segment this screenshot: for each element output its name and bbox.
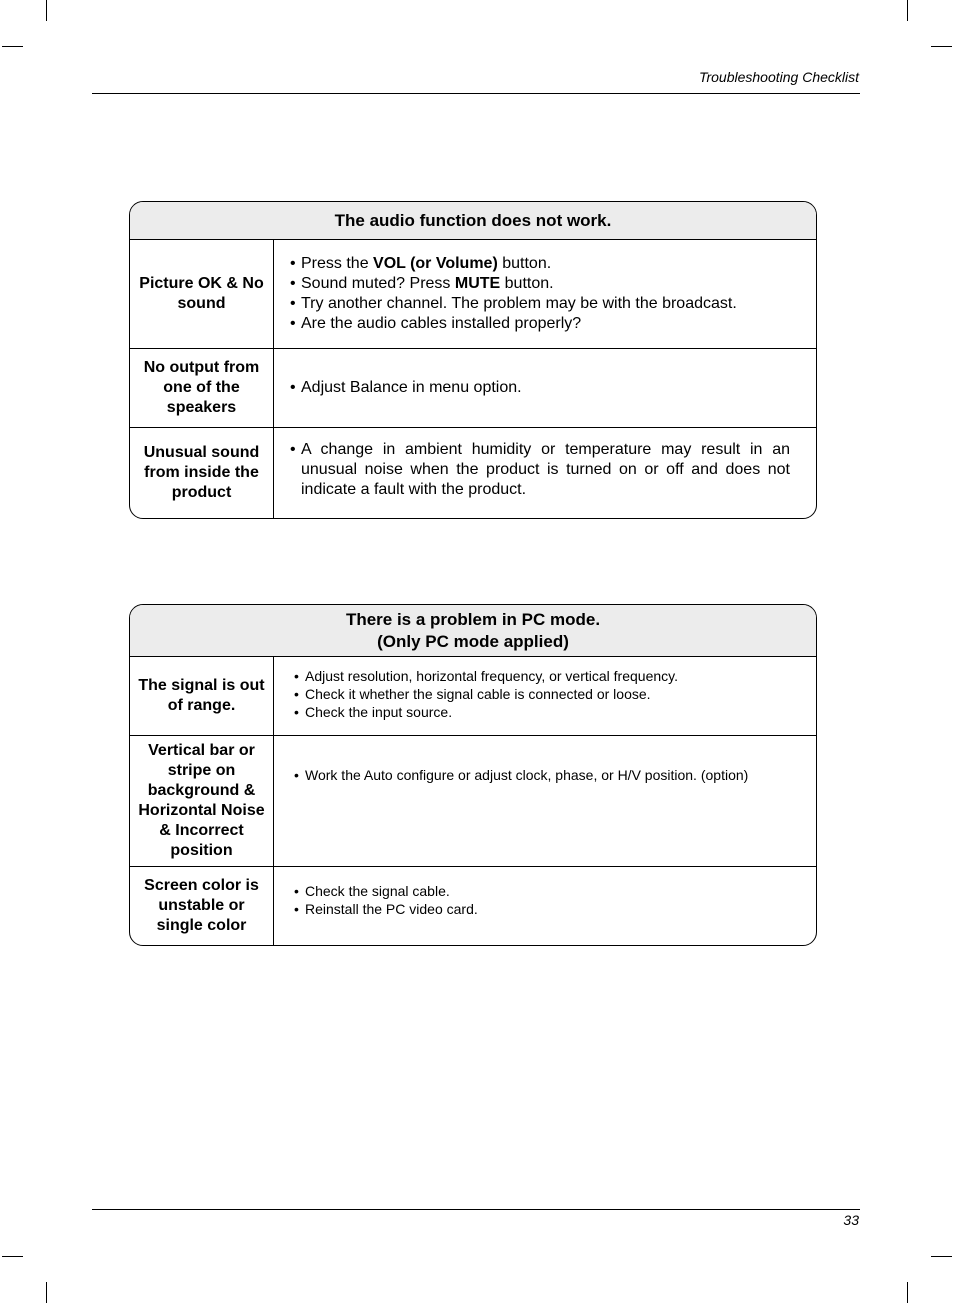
crop-mark xyxy=(46,0,47,21)
list-item: • Are the audio cables installed properly? xyxy=(290,314,790,334)
table-row xyxy=(130,427,816,518)
crop-mark xyxy=(907,1282,908,1303)
row-label: Picture OK & No sound xyxy=(130,240,274,348)
audio-troubleshooting-table xyxy=(129,201,817,519)
row-content xyxy=(274,349,816,427)
table-row xyxy=(130,348,816,427)
pc-mode-troubleshooting-table xyxy=(129,604,817,946)
list-item: • Check the input source. xyxy=(294,703,790,721)
list-item: • Work the Auto configure or adjust clock, phase, or H/V position. (option) xyxy=(294,766,790,784)
header-rule xyxy=(92,93,860,94)
list-item: • Reinstall the PC video card. xyxy=(294,900,790,918)
crop-mark xyxy=(2,1256,23,1257)
row-content xyxy=(274,240,816,348)
list-item: • Check the signal cable. xyxy=(294,882,790,900)
crop-mark xyxy=(46,1282,47,1303)
pc-table-title: There is a problem in PC mode. (Only PC mode applied) xyxy=(130,605,816,657)
row-content xyxy=(274,657,816,735)
table-row xyxy=(130,657,816,735)
page-number: 33 xyxy=(843,1212,859,1228)
footer-rule xyxy=(92,1209,860,1210)
header-title: Troubleshooting Checklist xyxy=(698,69,859,85)
audio-table-title: The audio function does not work. xyxy=(130,202,816,240)
table-row xyxy=(130,866,816,945)
row-content xyxy=(274,428,816,518)
row-label: No output from one of the speakers xyxy=(130,349,274,427)
row-label: Vertical bar or stripe on background & Horizontal Noise & Incorrect position xyxy=(130,736,274,866)
list-item: • Press the VOL (or Volume) button. xyxy=(290,254,790,274)
table-row xyxy=(130,240,816,348)
row-label: Screen color is unstable or single color xyxy=(130,867,274,945)
crop-mark xyxy=(931,1256,952,1257)
table-row xyxy=(130,735,816,866)
list-item: • Sound muted? Press MUTE button. xyxy=(290,274,790,294)
row-label: The signal is out of range. xyxy=(130,657,274,735)
list-item: • Adjust resolution, horizontal frequency, or vertical frequency. xyxy=(294,667,790,685)
row-content xyxy=(274,867,816,945)
row-content xyxy=(274,736,816,866)
list-item: • A change in ambient humidity or temperature may result in an unusual noise when the product is turned on or off and does not indicate a fault with the product. xyxy=(290,440,790,500)
crop-mark xyxy=(2,46,23,47)
row-label: Unusual sound from inside the product xyxy=(130,428,274,518)
crop-mark xyxy=(907,0,908,21)
crop-mark xyxy=(931,46,952,47)
list-item: • Try another channel. The problem may be with the broadcast. xyxy=(290,294,790,314)
list-item: • Adjust Balance in menu option. xyxy=(290,378,790,398)
list-item: • Check it whether the signal cable is connected or loose. xyxy=(294,685,790,703)
